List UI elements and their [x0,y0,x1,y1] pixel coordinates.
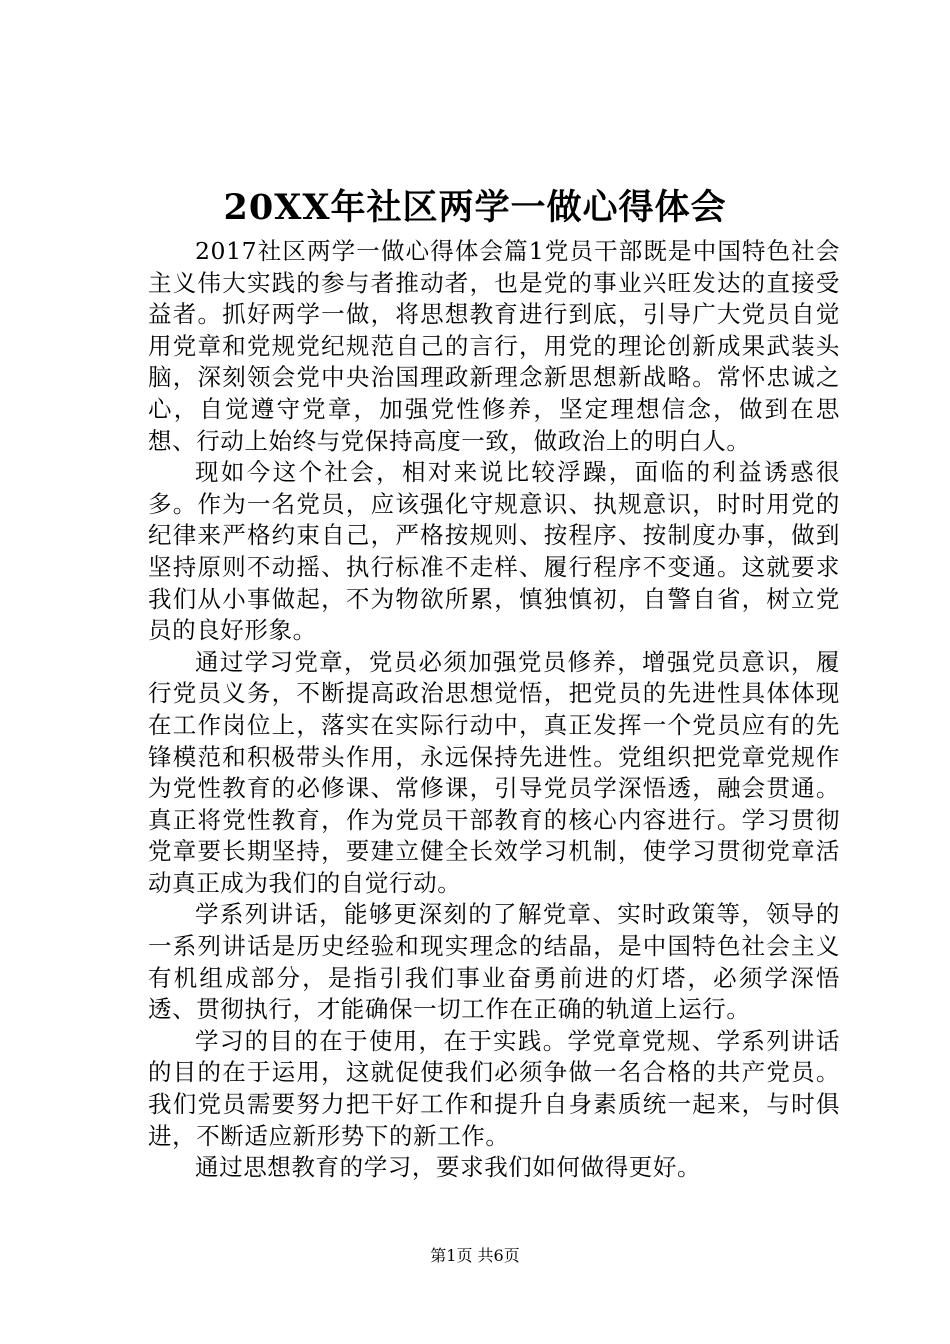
document-title: 20XX年社区两学一做心得体会 [223,187,727,228]
paragraph-1: 2017社区两学一做心得体会篇1党员干部既是中国特色社会主义伟大实践的参与者推动者，也是党的事业兴旺发达的直接受益者。抓好两学一做，将思想教育进行到底，引导广大党员自觉用党章和党规党纪规范自己的言行，用党的理论创新成果武装头脑，深刻领会党中央治国理政新理念新思想新战略。常怀忠诚之心，自觉遵守党章，加强党性修养，坚定理想信念，做到在思想、行动上始终与党保持高度一致，做政治上的明白人。 [148,237,840,455]
document-body [148,236,840,1184]
paragraph-4: 学系列讲话，能够更深刻的了解党章、实时政策等，领导的一系列讲话是历史经验和现实理念的结晶，是中国特色社会主义有机组成部分，是指引我们事业奋勇前进的灯塔，必须学深悟透、贯彻执行，才能确保一切工作在正确的轨道上运行。 [148,900,840,1024]
paragraph-6: 通过思想教育的学习，要求我们如何做得更好。 [195,1153,702,1182]
page-number-footer: 第1页 共6页 [430,1246,520,1265]
paragraph-5: 学习的目的在于使用，在于实践。学党章党规、学系列讲话的目的在于运用，这就促使我们必须争做一名合格的共产党员。我们党员需要努力把干好工作和提升自身素质统一起来，与时俱进，不断适应新形势下的新工作。 [148,1026,840,1150]
paragraph-3: 通过学习党章，党员必须加强党员修养，增强党员意识，履行党员义务，不断提高政治思想觉悟，把党员的先进性具体体现在工作岗位上，落实在实际行动中，真正发挥一个党员应有的先锋模范和积极带头作用，永远保持先进性。党组织把党章党规作为党性教育的必修课、常修课，引导党员学深悟透，融会贯通。真正将党性教育，作为党员干部教育的核心内容进行。学习贯彻党章要长期坚持，要建立健全长效学习机制，使学习贯彻党章活动真正成为我们的自觉行动。 [148,647,840,897]
paragraph-2: 现如今这个社会，相对来说比较浮躁，面临的利益诱惑很多。作为一名党员，应该强化守规意识、执规意识，时时用党的纪律来严格约束自己，严格按规则、按程序、按制度办事，做到坚持原则不动摇、执行标准不走样、履行程序不变通。这就要求我们从小事做起，不为物欲所累，慎独慎初，自警自省，树立党员的良好形象。 [148,458,840,645]
